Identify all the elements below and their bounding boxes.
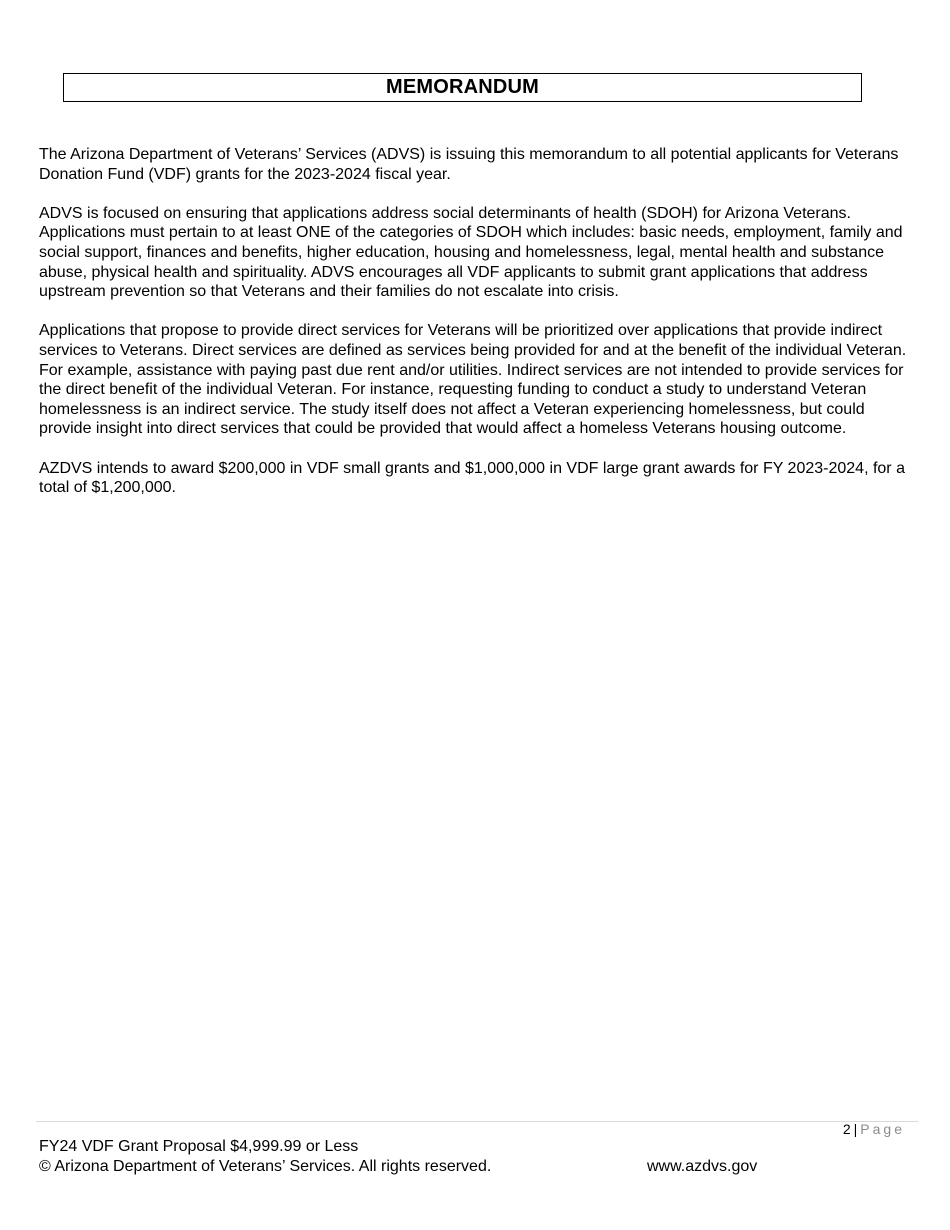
page-number-separator: |	[853, 1121, 858, 1137]
paragraph-direct-services: Applications that propose to provide direct services for Veterans will be prioritized over applications that provide indirect services to Veterans. Direct services are defined as services being provided for and at the benefit of the individual Veteran. For example, assistance with paying past due rent and/or utilities. Indirect services are not intended to provide services for the direct benefit of the individual Veteran. For instance, requesting funding to conduct a study to understand Veteran homelessness is an indirect service. The study itself does not affect a Veteran experiencing homelessness, but could provide insight into direct services that could be provided that would affect a homeless Veterans housing outcome.	[39, 322, 907, 438]
footer-copyright: © Arizona Department of Veterans’ Services. All rights reserved.	[39, 1158, 492, 1175]
page-label: Page	[860, 1121, 905, 1137]
footer-divider	[36, 1121, 918, 1122]
page-number	[843, 1121, 905, 1137]
memo-title-box	[63, 73, 862, 102]
paragraph-awards: AZDVS intends to award $200,000 in VDF small grants and $1,000,000 in VDF large grant awards for FY 2023-2024, for a total of $1,200,000.	[39, 459, 905, 497]
page-title: MEMORANDUM	[385, 76, 540, 98]
footer-proposal-line: FY24 VDF Grant Proposal $4,999.99 or Less	[39, 1138, 359, 1155]
footer-website: www.azdvs.gov	[647, 1158, 758, 1175]
memo-body	[39, 145, 913, 517]
paragraph-sdoh: ADVS is focused on ensuring that applications address social determinants of health (SDOH) for Arizona Veterans. Applications must pertain to at least ONE of the categories of SDOH which includes: basic needs, employment, family and social support, finances and benefits, higher education, housing and homelessness, legal, mental health and substance abuse, physical health and spirituality. ADVS encourages all VDF applicants to submit grant applications that address upstream prevention so that Veterans and their families do not escalate into crisis.	[39, 204, 903, 301]
page-number-value: 2	[842, 1121, 851, 1137]
paragraph-intro: The Arizona Department of Veterans’ Services (ADVS) is issuing this memorandum to all potential applicants for Veterans Donation Fund (VDF) grants for the 2023-2024 fiscal year.	[39, 146, 899, 183]
